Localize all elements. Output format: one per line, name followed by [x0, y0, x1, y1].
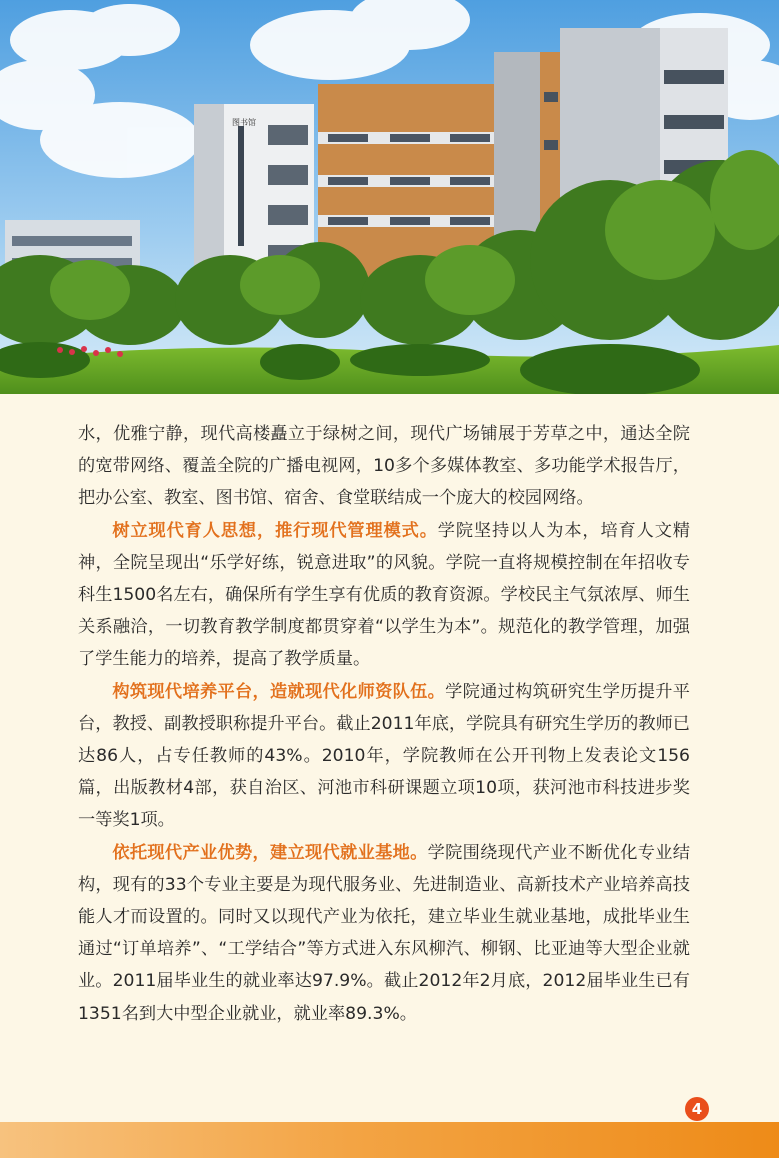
paragraph-heading: 树立现代育人思想，推行现代管理模式。: [112, 520, 438, 541]
paragraph-text: 学院通过构筑研究生学历提升平台，教授、副教授职称提升平台。截止2011年底，学院具有研究生学历的教师已达86人，占专任教师的43%。2010年，学院教师在公开刊物上发表论文156篇，出版教材4部，获自治区、河池市科研课题立项10项，获河池市科技进步奖一等奖1项。: [78, 681, 690, 831]
paragraph-employment: [78, 837, 690, 1030]
paragraph-heading: 构筑现代培养平台，造就现代化师资队伍。: [112, 681, 446, 702]
building-sign: 图书馆: [232, 118, 256, 127]
paragraph-intro: [78, 418, 690, 515]
article-body: [78, 418, 690, 1030]
page-number: 4: [685, 1097, 709, 1121]
footer-band: [0, 1122, 779, 1158]
paragraph-text: 水，优雅宁静，现代高楼矗立于绿树之间，现代广场铺展于芳草之中，通达全院的宽带网络、覆盖全院的广播电视网，10多个多媒体教室、多功能学术报告厅，把办公室、教室、图书馆、宿舍、食堂联结成一个庞大的校园网络。: [78, 424, 690, 509]
paragraph-faculty: [78, 676, 690, 837]
paragraph-management: [78, 515, 690, 676]
campus-photo: [0, 0, 779, 394]
paragraph-text: 学院围绕现代产业不断优化专业结构，现有的33个专业主要是为现代服务业、先进制造业、高新技术产业培养高技能人才而设置的。同时又以现代产业为依托，建立毕业生就业基地，成批毕业生通过“订单培养”、“工学结合”等方式进入东风柳汽、柳钢、比亚迪等大型企业就业。2011届毕业生的就业率达97.9%。截止2012年2月底，2012届毕业生已有1351名到大中型企业就业，就业率89.3%。: [78, 842, 690, 1024]
paragraph-text: 学院坚持以人为本，培育人文精神，全院呈现出“乐学好练，锐意进取”的风貌。学院一直将规模控制在年招收专科生1500名左右，确保所有学生享有优质的教育资源。学校民主气氛浓厚、师生关系融洽，一切教育教学制度都贯穿着“以学生为本”。规范化的教学管理，加强了学生能力的培养，提高了教学质量。: [78, 520, 690, 670]
paragraph-heading: 依托现代产业优势，建立现代就业基地。: [112, 842, 428, 863]
